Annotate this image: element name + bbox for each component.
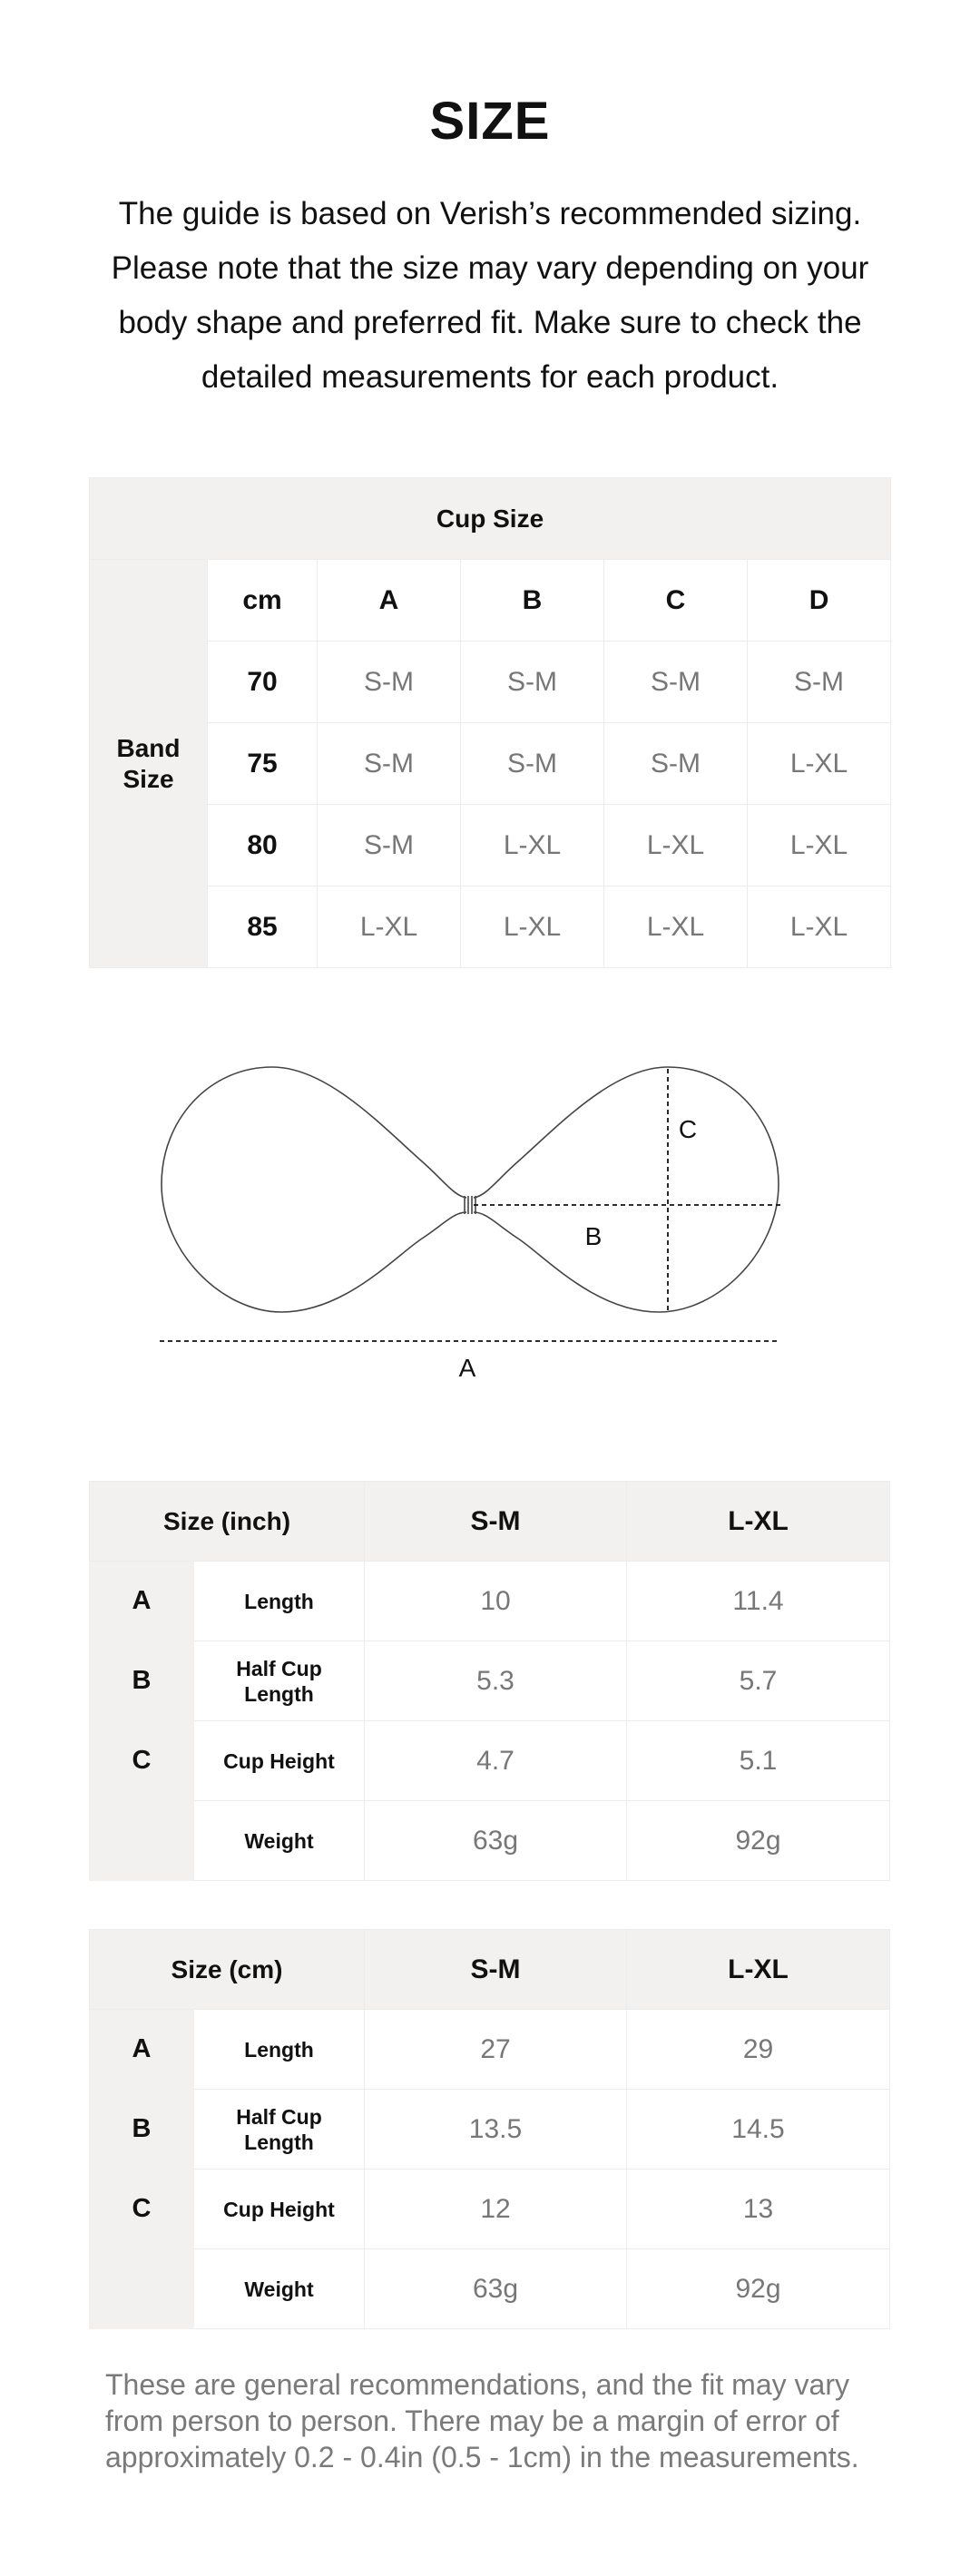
size-unit-header: Size (cm)	[90, 1930, 365, 2010]
measure-value: 27	[365, 2010, 627, 2090]
size-value: L-XL	[604, 805, 748, 886]
unit-cell: cm	[208, 560, 318, 642]
measure-letter: B	[90, 1641, 194, 1721]
measure-letter: A	[90, 1562, 194, 1641]
measure-name: Cup Height	[194, 2170, 365, 2249]
table-row	[90, 1562, 890, 1641]
size-value: L-XL	[748, 805, 891, 886]
table-row	[90, 2010, 890, 2090]
band-value: 70	[208, 642, 318, 723]
cup-letter: A	[318, 560, 461, 642]
cup-letter: C	[604, 560, 748, 642]
measure-name: Cup Height	[194, 1721, 365, 1801]
measure-letter: C	[90, 2170, 194, 2249]
size-value: L-XL	[461, 805, 604, 886]
measure-name: Length	[194, 2010, 365, 2090]
measure-name: Weight	[194, 2249, 365, 2329]
table-row	[90, 2170, 890, 2249]
size-value: S-M	[318, 723, 461, 805]
table-header-row	[90, 1482, 890, 1562]
size-value: S-M	[748, 642, 891, 723]
band-row	[90, 642, 891, 723]
band-value: 85	[208, 886, 318, 968]
table-row	[90, 2249, 890, 2329]
size-value: S-M	[318, 642, 461, 723]
measure-value: 29	[627, 2010, 890, 2090]
measure-name: Weight	[194, 1801, 365, 1881]
measure-value: 5.3	[365, 1641, 627, 1721]
measure-value: 13.5	[365, 2090, 627, 2170]
size-header: L-XL	[627, 1482, 890, 1562]
size-value: S-M	[318, 805, 461, 886]
measure-letter	[90, 2249, 194, 2329]
measure-value: 11.4	[627, 1562, 890, 1641]
measure-letter: A	[90, 2010, 194, 2090]
size-header: S-M	[365, 1482, 627, 1562]
cup-letter: B	[461, 560, 604, 642]
table-header-row	[90, 1930, 890, 2010]
measure-value: 10	[365, 1562, 627, 1641]
measure-value: 92g	[627, 2249, 890, 2329]
size-value: S-M	[604, 723, 748, 805]
label-a: A	[458, 1354, 476, 1382]
size-value: L-XL	[318, 886, 461, 968]
size-value: L-XL	[604, 886, 748, 968]
size-value: L-XL	[748, 886, 891, 968]
measure-value: 92g	[627, 1801, 890, 1881]
intro-text: The guide is based on Verish’s recommended sizing. Please note that the size may vary depending on your body shape and preferred fit. Make sure to check the detailed measurements for each product.	[111, 196, 869, 395]
label-c: C	[678, 1115, 698, 1143]
cup-letters-row	[90, 560, 891, 642]
table-row	[90, 1641, 890, 1721]
measure-value: 4.7	[365, 1721, 627, 1801]
size-header: L-XL	[627, 1930, 890, 2010]
measure-value: 5.7	[627, 1641, 890, 1721]
bra-outline	[162, 1067, 779, 1312]
measure-letter	[90, 1801, 194, 1881]
table-row	[90, 2090, 890, 2170]
cup-size-header: Cup Size	[90, 478, 891, 560]
measure-value: 63g	[365, 2249, 627, 2329]
size-value: L-XL	[461, 886, 604, 968]
measure-name: Half Cup Length	[194, 2090, 365, 2170]
label-b: B	[584, 1222, 603, 1250]
measure-letter: C	[90, 1721, 194, 1801]
band-size-label: Band Size	[90, 560, 208, 968]
measure-letter: B	[90, 2090, 194, 2170]
page-title: SIZE	[429, 92, 551, 151]
band-row	[90, 723, 891, 805]
size-unit-header: Size (inch)	[90, 1482, 365, 1562]
disclaimer-note: These are general recommendations, and the fit may vary from person to person. There may be a margin of error of approximately 0.2 - 0.4in (0.5 - 1cm) in the measurements.	[105, 2368, 859, 2473]
measure-value: 63g	[365, 1801, 627, 1881]
measure-name: Length	[194, 1562, 365, 1641]
size-value: L-XL	[748, 723, 891, 805]
size-value: S-M	[461, 642, 604, 723]
measure-value: 12	[365, 2170, 627, 2249]
measurement-lines	[160, 1069, 780, 1341]
cup-letter: D	[748, 560, 891, 642]
table-row	[90, 1801, 890, 1881]
size-value: S-M	[461, 723, 604, 805]
inch-size-table	[89, 1481, 890, 1881]
size-header: S-M	[365, 1930, 627, 2010]
measure-name: Half Cup Length	[194, 1641, 365, 1721]
size-value: S-M	[604, 642, 748, 723]
cup-size-header-row	[90, 478, 891, 560]
band-row	[90, 886, 891, 968]
measure-value: 13	[627, 2170, 890, 2249]
bra-measurement-diagram	[154, 1043, 826, 1406]
measure-value: 5.1	[627, 1721, 890, 1801]
band-value: 80	[208, 805, 318, 886]
cm-size-table	[89, 1929, 890, 2329]
band-row	[90, 805, 891, 886]
measure-value: 14.5	[627, 2090, 890, 2170]
table-row	[90, 1721, 890, 1801]
cup-size-table	[89, 477, 891, 968]
band-value: 75	[208, 723, 318, 805]
